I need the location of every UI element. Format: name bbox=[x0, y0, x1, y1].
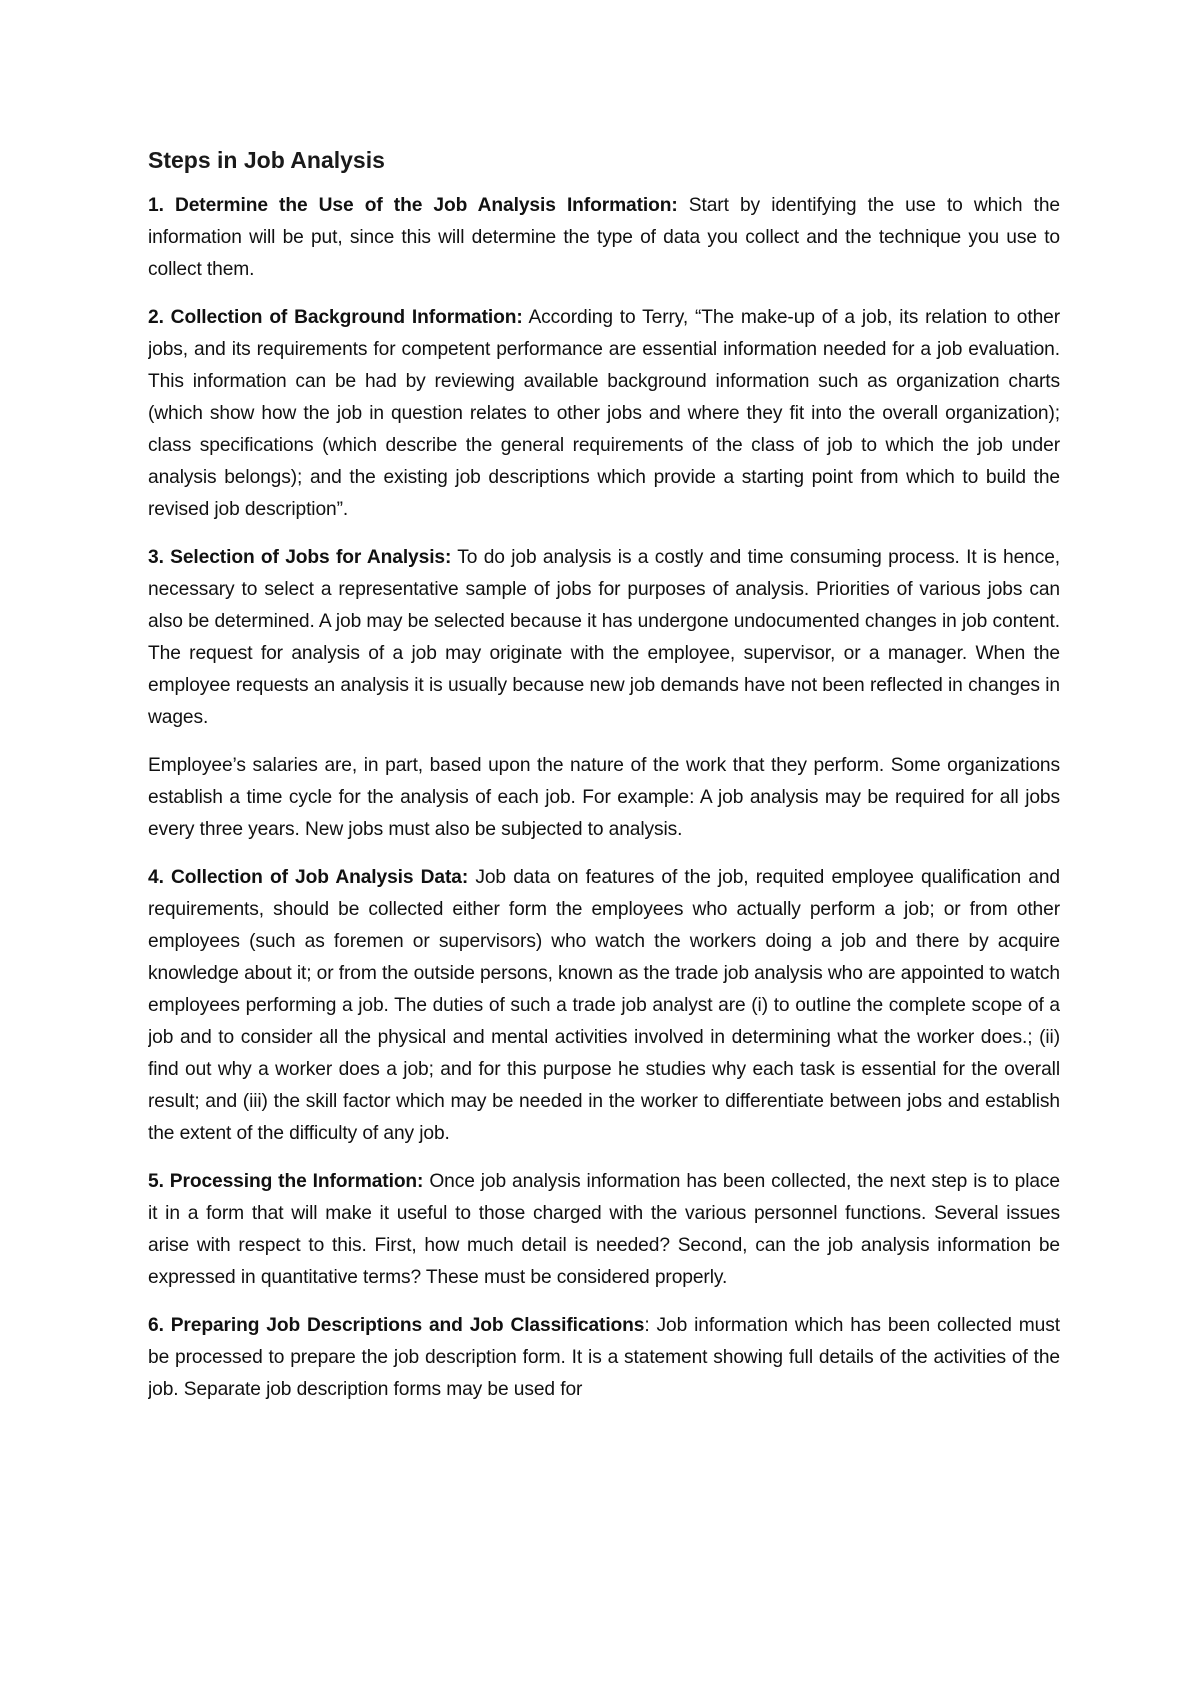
step-5-heading: 5. Processing the Information: bbox=[148, 1171, 424, 1192]
step-6-heading: 6. Preparing Job Descriptions and Job Classifications bbox=[148, 1315, 645, 1336]
step-6-text: : Job information which has been collected must be processed to prepare the job description form. It is a statement showing full details of the activities of the job. Separate job description forms may be used for bbox=[148, 1315, 1060, 1400]
step-4-heading: 4. Collection of Job Analysis Data: bbox=[148, 867, 469, 888]
step-3-paragraph bbox=[148, 542, 1060, 734]
step-2-paragraph bbox=[148, 302, 1060, 526]
step-3-heading: 3. Selection of Jobs for Analysis: bbox=[148, 547, 452, 568]
step-4-text: Job data on features of the job, requited employee qualification and requirements, should be collected either form the employees who actually perform a job; or from other employees (such as foremen or supervisors) who watch the workers doing a job and there by acquire knowledge about it; or from the outside persons, known as the trade job analysis who are appointed to watch employees performing a job. The duties of such a trade job analyst are (i) to outline the complete scope of a job and to consider all the physical and mental activities involved in determining what the worker does.; (ii) find out why a worker does a job; and for this purpose he studies why each task is essential for the overall result; and (iii) the skill factor which may be needed in the worker to differentiate between jobs and establish the extent of the difficulty of any job. bbox=[148, 867, 1060, 1144]
step-2-text: According to Terry, “The make-up of a job, its relation to other jobs, and its requirements for competent performance are essential information needed for a job evaluation. This information can be had by reviewing available background information such as organization charts (which show how the job in question relates to other jobs and where they fit into the overall organization); class specifications (which describe the general requirements of the class of job to which the job under analysis belongs); and the existing job descriptions which provide a starting point from which to build the revised job description”. bbox=[148, 307, 1060, 520]
step-4-paragraph bbox=[148, 862, 1060, 1150]
document-page bbox=[148, 144, 1060, 1654]
step-6-paragraph bbox=[148, 1310, 1060, 1406]
step-1-paragraph bbox=[148, 190, 1060, 286]
step-5-text: Once job analysis information has been collected, the next step is to place it in a form that will make it useful to those charged with the various personnel functions. Several issues arise with respect to this. First, how much detail is needed? Second, can the job analysis information be expressed in quantitative terms? These must be considered properly. bbox=[148, 1171, 1060, 1288]
step-2-heading: 2. Collection of Background Information: bbox=[148, 307, 523, 328]
document-title: Steps in Job Analysis bbox=[148, 147, 385, 173]
salaries-text: Employee’s salaries are, in part, based upon the nature of the work that they perform. Some organizations establish a time cycle for the analysis of each job. For example: A job analysis may be required for all jobs every three years. New jobs must also be subjected to analysis. bbox=[148, 755, 1060, 840]
step-1-text: Start by identifying the use to which the information will be put, since this will determine the type of data you collect and the technique you use to collect them. bbox=[148, 195, 1060, 280]
step-3-text: To do job analysis is a costly and time consuming process. It is hence, necessary to select a representative sample of jobs for purposes of analysis. Priorities of various jobs can also be determined. A job may be selected because it has undergone undocumented changes in job content. The request for analysis of a job may originate with the employee, supervisor, or a manager. When the employee requests an analysis it is usually because new job demands have not been reflected in changes in wages. bbox=[148, 547, 1060, 728]
salaries-paragraph bbox=[148, 750, 1060, 846]
step-1-heading: 1. Determine the Use of the Job Analysis Information: bbox=[148, 195, 678, 216]
step-5-paragraph bbox=[148, 1166, 1060, 1294]
